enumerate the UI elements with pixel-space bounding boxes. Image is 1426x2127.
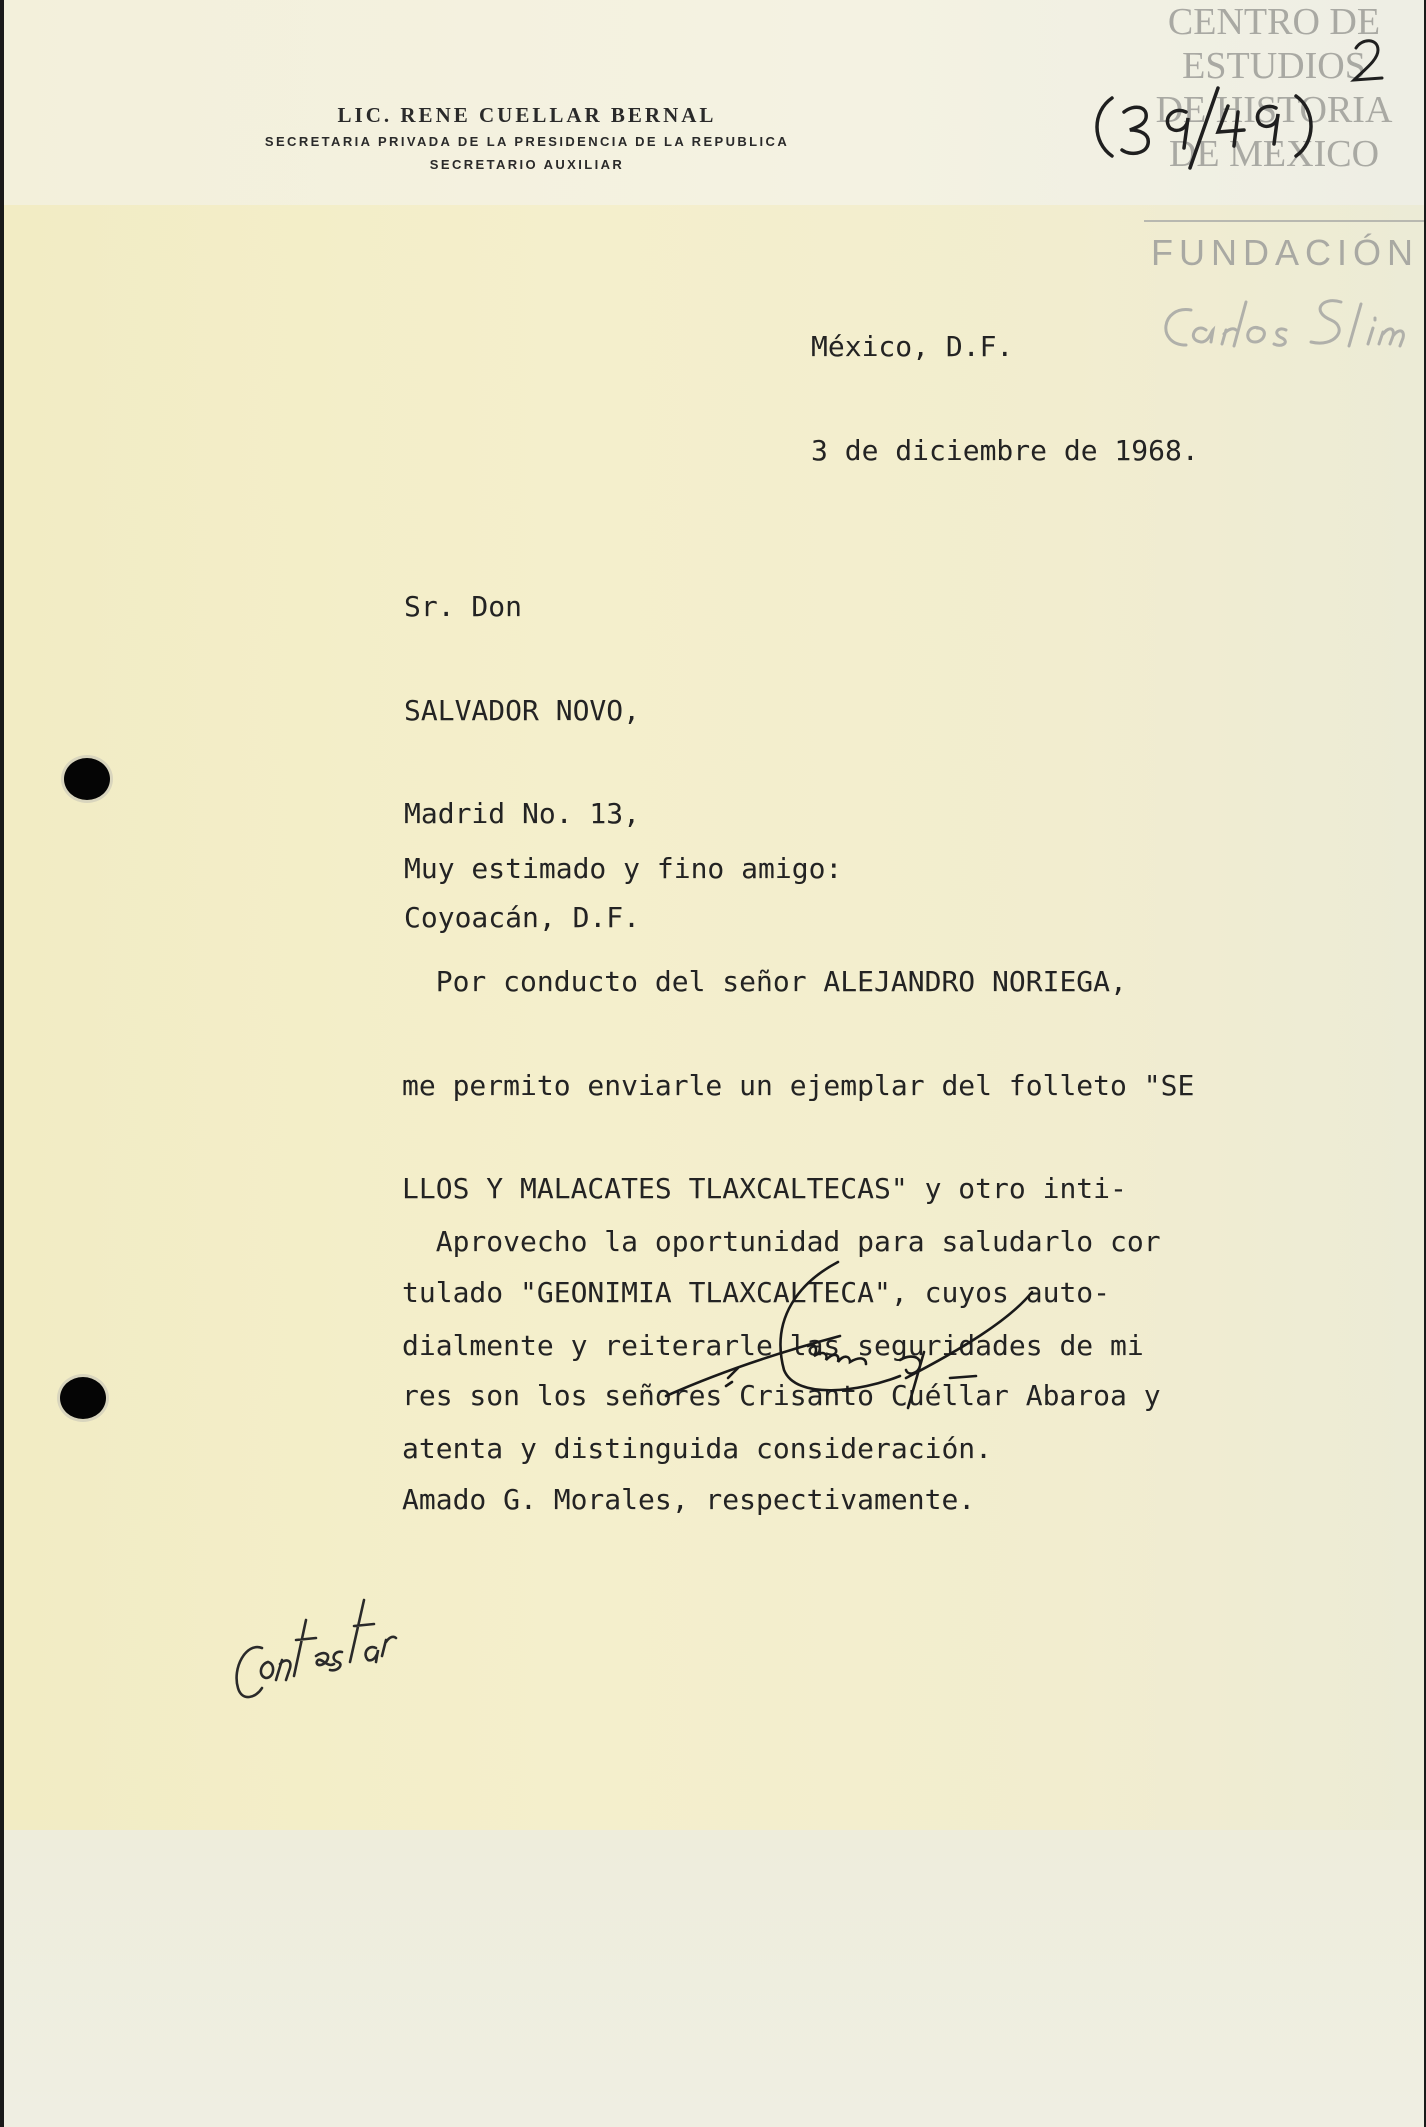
para1-line: Amado G. Morales, respectivamente.: [402, 1482, 976, 1516]
handwritten-margin-note: [237, 1600, 396, 1697]
para1-line: tulado "GEONIMIA TLAXCALTECA", cuyos auto-: [402, 1275, 1111, 1309]
para2-line: Aprovecho la oportunidad para saludarlo cor: [402, 1225, 1161, 1258]
handwritten-folio: [1097, 88, 1311, 168]
stamp-line-3: DE HISTORIA: [1155, 89, 1393, 131]
recipient-line-3: Madrid No. 13,: [404, 797, 641, 830]
para2-line: atenta y distinguida consideración.: [402, 1432, 993, 1465]
recipient-line-2: SALVADOR NOVO,: [404, 693, 641, 727]
letterhead-title: SECRETARIO AUXILIAR: [429, 157, 625, 172]
salutation-text: Muy estimado y fino amigo:: [404, 852, 843, 885]
signature: [666, 1262, 1032, 1408]
stamp-line-2: ESTUDIOS: [1182, 45, 1366, 87]
para1-line: res son los señores Crisanto Cuéllar Abaroa y: [402, 1379, 1161, 1412]
para1-line: Por conducto del señor ALEJANDRO NORIEGA,: [402, 965, 1127, 998]
stamp-foundation: FUNDACIÓN: [1151, 232, 1419, 273]
para1-line: LLOS Y MALACATES TLAXCALTECAS" y otro inti-: [402, 1172, 1127, 1205]
stamp-line-4: DE MEXICO: [1168, 133, 1380, 175]
recipient-line-4: Coyoacán, D.F.: [404, 900, 641, 934]
letterhead-name: LIC. RENE CUELLAR BERNAL: [337, 103, 717, 127]
recipient-line-1: Sr. Don: [404, 590, 523, 623]
stamp-line-1: CENTRO DE: [1167, 1, 1381, 43]
para1-line: me permito enviarle un ejemplar del folleto "SE: [402, 1068, 1195, 1102]
date-text: 3 de diciembre de 1968.: [811, 433, 1199, 467]
handwritten-page-number: [1354, 41, 1382, 80]
date-place: México, D.F.: [811, 330, 1014, 363]
letterhead-office: SECRETARIA PRIVADA DE LA PRESIDENCIA DE LA REPUBLICA: [264, 134, 790, 149]
para2-line: dialmente y reiterarle las seguridades de mi: [402, 1328, 1144, 1362]
